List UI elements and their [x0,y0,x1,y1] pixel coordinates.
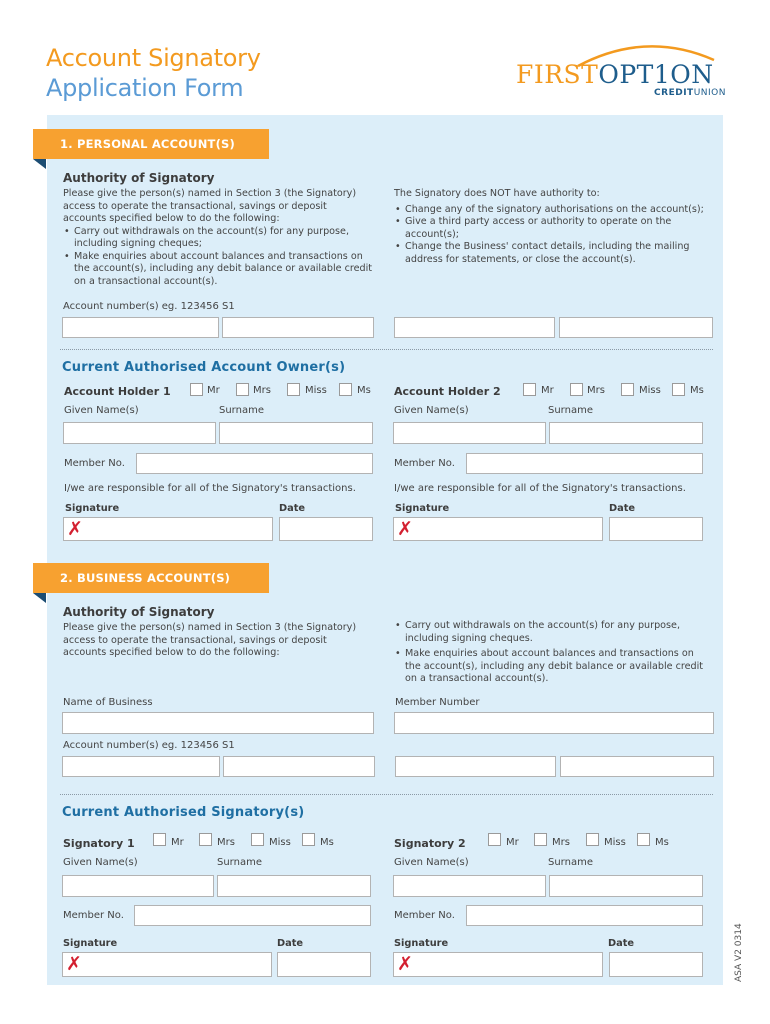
signatory2-mr-label: Mr [506,837,519,848]
firstoption-logo [516,38,728,102]
owners-heading: Current Authorised Account Owner(s) [62,360,346,375]
holder2-surname-input[interactable] [549,422,703,444]
section2-authority-items: • Carry out withdrawals on the account(s) for any purpose, including signing cheques. • Make enquiries about account balances and transactions on the account(s), including any debit balance or available credit on a transactional account(s). [394,620,704,686]
s2-account-number-field-2[interactable] [223,756,375,777]
s2-account-number-field-3[interactable] [395,756,556,777]
holder1-ms-label: Ms [357,385,371,396]
signatory2-mr-checkbox[interactable] [488,833,501,846]
tab-fold-decoration [33,593,46,603]
holder1-mrs-checkbox[interactable] [236,383,249,396]
logo-subtitle: CREDITUNION [654,88,726,98]
holder1-miss-checkbox[interactable] [287,383,300,396]
holder1-surname-input[interactable] [219,422,373,444]
sign-here-x-icon: ✗ [397,953,413,975]
member-number-label: Member Number [395,697,480,708]
holder2-signature-field[interactable] [393,517,603,541]
holder1-member-no-label: Member No. [64,458,125,469]
signatory1-mrs-checkbox[interactable] [199,833,212,846]
signatory1-mrs-label: Mrs [217,837,235,848]
holder1-given-label: Given Name(s) [64,405,139,416]
signatory2-miss-label: Miss [604,837,626,848]
signatory2-ms-checkbox[interactable] [637,833,650,846]
signatory1-date-field[interactable] [277,952,371,977]
signatory-2-title: Signatory 2 [394,837,466,850]
section1-authority-title: Authority of Signatory [63,171,215,185]
section1-not-authority-text: The Signatory does NOT have authority to: • Change any of the signatory authorisations on the account(s); • Give a third party access or authority to operate on the account(s); • Change the Business' contact details, including the mailing address for statements, or close the account(s). [394,188,714,266]
signatory2-date-field[interactable] [609,952,703,977]
section2-authority-title: Authority of Signatory [63,605,215,619]
signatory2-surname-label: Surname [548,857,593,868]
signatory2-date-label: Date [608,938,635,949]
holder2-mr-label: Mr [541,385,554,396]
holder2-miss-label: Miss [639,385,661,396]
section1-account-numbers-label: Account number(s) eg. 123456 S1 [63,301,235,312]
holder1-date-field[interactable] [279,517,373,541]
signatory1-ms-label: Ms [320,837,334,848]
signatory1-signature-label: Signature [63,938,118,949]
signatory1-member-no-label: Member No. [63,910,124,921]
holder1-mr-checkbox[interactable] [190,383,203,396]
holder1-ms-checkbox[interactable] [339,383,352,396]
s1-account-number-field-3[interactable] [394,317,555,338]
s1-account-number-field-4[interactable] [559,317,713,338]
signatory1-mr-label: Mr [171,837,184,848]
holder2-given-label: Given Name(s) [394,405,469,416]
business-member-number-input[interactable] [394,712,714,734]
sign-here-x-icon: ✗ [397,518,413,540]
signatory2-surname-input[interactable] [549,875,703,897]
divider [60,794,713,795]
signatory2-mrs-label: Mrs [552,837,570,848]
account-holder-2-title: Account Holder 2 [394,385,501,398]
signatory2-miss-checkbox[interactable] [586,833,599,846]
holder1-surname-label: Surname [219,405,264,416]
holder1-member-no-input[interactable] [136,453,373,474]
form-title-line2: Application Form [46,74,244,102]
signatory1-date-label: Date [277,938,304,949]
section1-authority-text: Please give the person(s) named in Section 3 (the Signatory) access to operate the transactional, savings or deposit accounts specified below to do the following: • Carry out withdrawals on the account(s) for any purpose, including signing cheques; • Make enquiries about account balances and transactions on the account(s), including any debit balance or available credit on a transactional account(s). [63,188,373,288]
s2-account-number-field-1[interactable] [62,756,220,777]
signatory1-surname-label: Surname [217,857,262,868]
holder2-mr-checkbox[interactable] [523,383,536,396]
signatory2-ms-label: Ms [655,837,669,848]
holder2-responsible-text: I/we are responsible for all of the Signatory's transactions. [394,483,686,494]
holder2-miss-checkbox[interactable] [621,383,634,396]
signatory2-signature-label: Signature [394,938,449,949]
signatory1-surname-input[interactable] [217,875,371,897]
logo-wordmark: FIRSTOPT1ON [516,60,714,89]
form-title-line1: Account Signatory [46,44,261,72]
signatory1-signature-field[interactable] [62,952,272,977]
holder1-responsible-text: I/we are responsible for all of the Signatory's transactions. [64,483,356,494]
business-name-label: Name of Business [63,697,153,708]
divider [60,349,713,350]
signatory-1-title: Signatory 1 [63,837,135,850]
holder2-date-field[interactable] [609,517,703,541]
holder2-mrs-checkbox[interactable] [570,383,583,396]
holder2-ms-checkbox[interactable] [672,383,685,396]
holder2-member-no-label: Member No. [394,458,455,469]
signatory1-member-no-input[interactable] [134,905,371,926]
section2-authority-intro: Please give the person(s) named in Section 3 (the Signatory) access to operate the transactional, savings or deposit accounts specified below to do the following: [63,622,357,658]
business-name-input[interactable] [62,712,374,734]
signatory2-mrs-checkbox[interactable] [534,833,547,846]
holder1-signature-field[interactable] [63,517,273,541]
holder2-signature-label: Signature [395,503,450,514]
version-code: ASA V2 0314 [734,923,744,982]
section2-account-numbers-label: Account number(s) eg. 123456 S1 [63,740,235,751]
sign-here-x-icon: ✗ [66,953,82,975]
section1-heading: 1. PERSONAL ACCOUNT(S) [33,129,269,159]
s1-account-number-field-2[interactable] [222,317,374,338]
holder2-given-name-input[interactable] [393,422,546,444]
signatory2-member-no-label: Member No. [394,910,455,921]
signatory1-given-name-input[interactable] [62,875,214,897]
holder1-mr-label: Mr [207,385,220,396]
holder2-member-no-input[interactable] [466,453,703,474]
holder2-mrs-label: Mrs [587,385,605,396]
holder1-date-label: Date [279,503,306,514]
signatories-heading: Current Authorised Signatory(s) [62,805,305,820]
holder1-signature-label: Signature [65,503,120,514]
signatory1-given-label: Given Name(s) [63,857,138,868]
holder1-miss-label: Miss [305,385,327,396]
signatory2-member-no-input[interactable] [466,905,703,926]
account-holder-1-title: Account Holder 1 [64,385,171,398]
section2-heading: 2. BUSINESS ACCOUNT(S) [33,563,269,593]
holder2-surname-label: Surname [548,405,593,416]
s2-account-number-field-4[interactable] [560,756,714,777]
signatory2-signature-field[interactable] [393,952,603,977]
holder2-ms-label: Ms [690,385,704,396]
sign-here-x-icon: ✗ [67,518,83,540]
signatory1-miss-checkbox[interactable] [251,833,264,846]
holder1-given-name-input[interactable] [63,422,216,444]
holder2-date-label: Date [609,503,636,514]
signatory2-given-label: Given Name(s) [394,857,469,868]
signatory1-miss-label: Miss [269,837,291,848]
holder1-mrs-label: Mrs [253,385,271,396]
tab-fold-decoration [33,159,46,169]
s1-account-number-field-1[interactable] [62,317,219,338]
signatory2-given-name-input[interactable] [393,875,546,897]
signatory1-ms-checkbox[interactable] [302,833,315,846]
signatory1-mr-checkbox[interactable] [153,833,166,846]
